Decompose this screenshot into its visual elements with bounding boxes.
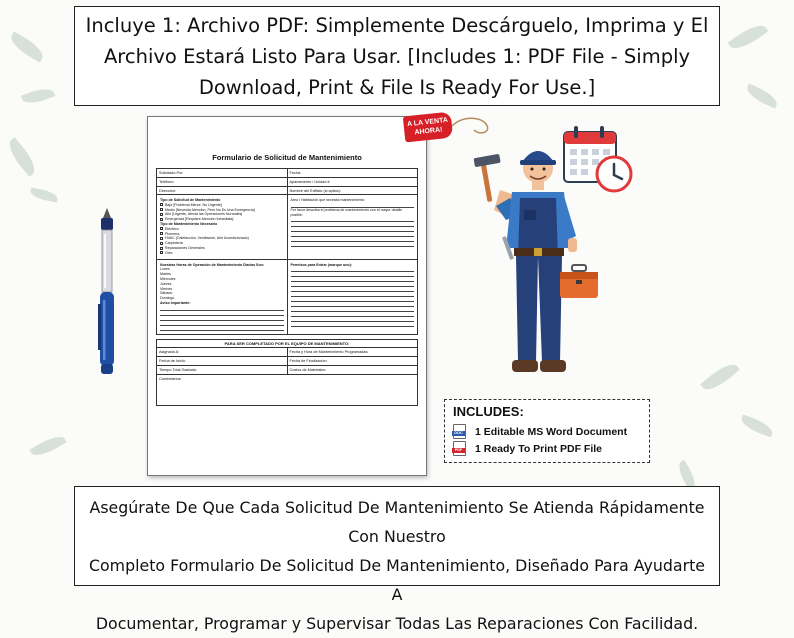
includes-item [453,423,641,440]
doc-file-icon: DOC [453,424,466,439]
form-heading: Tipo de Solicitud de Mantenimiento [160,198,221,202]
includes-item-label: 1 Ready To Print PDF File [475,442,602,455]
includes-item-label: 1 Editable MS Word Document [475,425,628,438]
sale-tag-line: AHORA! [414,126,443,137]
sale-tag-line: A LA VENTA [406,116,449,129]
form-heading: Permisos para Entrar (marque uno): [290,262,353,267]
form-hours-section [156,260,418,335]
bottom-banner-line: Documentar, Programar y Supervisar Todas Las Reparaciones Con Facilidad. [95,614,699,633]
checkbox-icon [160,237,163,240]
form-field: Fecha y Hora de Mantenimiento Programadas: [289,349,369,354]
form-heading: Aviso Importante: [160,300,191,305]
tag-string-icon [450,114,498,136]
leaf-decoration [728,20,769,54]
form-field: Nombre del Edificio (si aplica): [289,189,341,193]
form-checkbox-item: Reparaciones Generales [160,246,284,251]
form-staff-section-title: PARA SER COMPLETADO POR EL EQUIPO DE MANTENIMIENTO: [156,339,418,347]
checkbox-icon [160,218,163,221]
form-field: Solicitado Por: [157,169,288,177]
form-field-row [156,186,418,195]
leaf-decoration [29,432,66,460]
includes-item [453,440,641,457]
includes-title: INCLUDES: [453,404,524,419]
form-checkbox-item: HVAC (Calefacción, Ventilación, Aire Acondicionado) [160,236,284,241]
form-field: Tiempo Total Gastado: [157,366,288,374]
form-field-row [156,356,418,365]
leaf-decoration [7,31,47,62]
form-field: Apartamento / Unidad # [289,180,330,184]
form-line [291,242,415,247]
checkbox-icon [160,251,163,254]
form-area-label: Área / Habitación que necesita mantenimiento: [290,198,366,202]
handyman-illustration [472,140,602,385]
form-field-row [156,168,418,177]
pdf-file-icon: PDF [453,441,466,456]
checkbox-icon [160,203,163,206]
form-line [160,326,284,331]
top-banner-line: Download, Print & File Is Ready For Use.] [198,76,596,99]
bottom-banner-line: Asegúrate De Que Cada Solicitud De Mantenimiento Se Atienda Rápidamente Con Nuestro [89,498,705,546]
top-banner [74,6,720,106]
leaf-decoration [4,137,40,177]
form-day: Lunes [160,267,170,272]
form-field: Dirección: [157,187,288,194]
form-heading: Nuestras Horas de Operación de Mantenimiento Diarias Son: [160,262,265,267]
checkbox-icon [160,208,163,211]
leaf-decoration [739,415,775,438]
checkbox-icon [160,242,163,245]
includes-box [444,399,650,463]
form-day: Jueves [160,281,172,286]
form-checkbox-item: Carpintería [160,241,284,246]
checkbox-icon [160,227,163,230]
form-field: Fecha de Finalización: [289,358,328,363]
top-banner-line: Incluye 1: Archivo PDF: Simplemente Descárguelo, Imprima y El [85,14,709,37]
form-field: Fecha de Inicio: [157,357,288,365]
form-checkbox-item: Alto [Urgente, Afecta las Operaciones Normales] [160,212,284,217]
checkbox-icon [160,247,163,250]
bottom-banner [74,486,720,633]
leaf-decoration [744,83,780,108]
form-checkbox-item: Eléctrico [160,227,284,232]
form-field-row [156,347,418,356]
form-describe-label: Por favor describa el problema de mantenimiento con el mayor detalle posible: [290,207,403,217]
form-checkbox-item: Otro: [160,251,284,256]
form-checkbox-item: Emergencia [Requiere Atención Inmediata] [160,217,284,222]
pen-icon [92,208,122,376]
form-header-fields [156,168,418,195]
checkbox-icon [160,213,163,216]
leaf-decoration [700,359,740,395]
form-day: Sábado [160,291,173,296]
form-day: Domingo [160,296,175,301]
form-day: Viernes [160,286,173,291]
form-left-column [157,195,288,259]
checkbox-icon [160,232,163,235]
leaf-decoration [29,188,58,203]
form-checkbox-item: Plomería [160,232,284,237]
form-permission-column [288,260,418,334]
form-field: Fecha: [289,171,302,175]
form-day: Martes [160,272,171,277]
form-line [291,322,415,327]
form-preview [147,116,427,476]
form-field-row [156,365,418,374]
bottom-banner-line: Completo Formulario De Solicitud De Mantenimiento, Diseñado Para Ayudarte A [88,556,705,604]
form-request-section [156,195,418,260]
form-heading: Tipo de Mantenimiento Necesario [160,221,218,226]
form-comments-row [156,374,418,406]
top-banner-line: Archivo Estará Listo Para Usar. [Includes 1: PDF File - Simply [103,45,691,68]
form-title: Formulario de Solicitud de Mantenimiento [212,153,362,162]
sale-tag [403,112,453,143]
form-staff-fields [156,347,418,406]
form-field: Costos de Materiales: [289,367,327,372]
form-checkbox-item: Bajo [Problema Menor, No Urgente] [160,203,284,208]
form-hours-column [157,260,288,334]
form-right-column [288,195,418,259]
form-day: Miércoles [160,276,176,281]
form-field: Teléfono: [157,178,288,186]
form-comments: Comentarios: [159,376,182,381]
form-field-row [156,177,418,186]
form-field: Asignado A: [157,348,288,356]
form-checkbox-item: Medio [Necesita Atención, Pero No Es Una Emergencia] [160,208,284,213]
leaf-decoration [21,85,55,107]
